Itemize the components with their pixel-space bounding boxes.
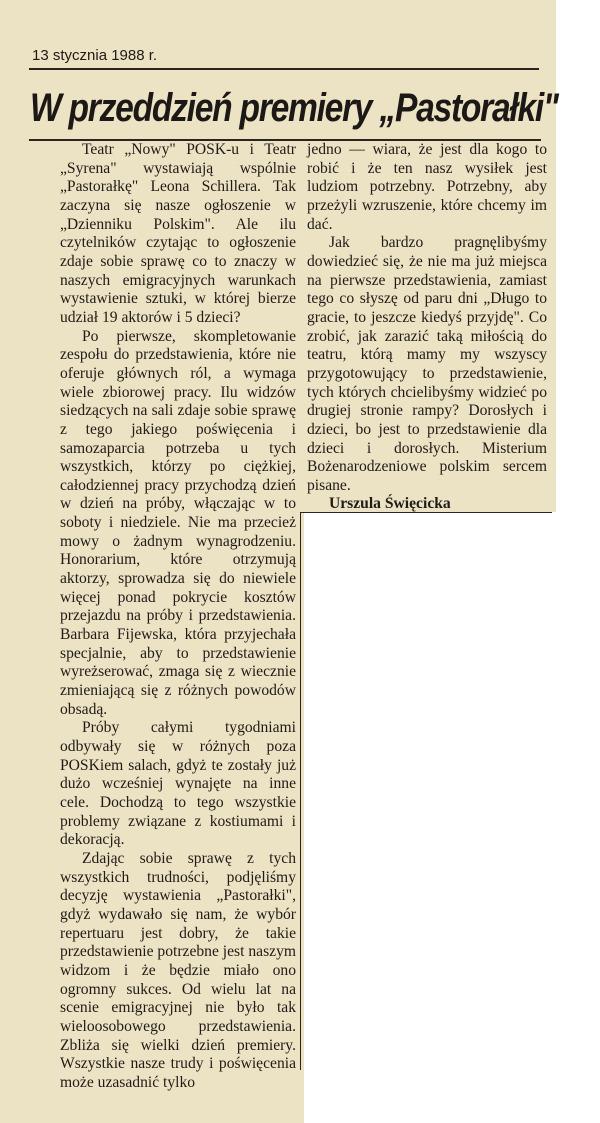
top-rule bbox=[29, 68, 539, 70]
paragraph: Teatr „Nowy" POSK-u i Teatr „Syrena" wystawiają wspólnie „Pastorałkę" Leona Schillera. Tak zaczyna się nasze ogłoszenie w „Dzienniku Polskim". Ale ilu czytelników czytając to ogłoszenie zdaje sobie sprawę co to znaczy w naszych emigracyjnych warunkach wystawienie sztuki, w której bierze udział 19 aktorów i 5 dzieci? bbox=[60, 141, 296, 326]
column-end-rule bbox=[300, 512, 552, 513]
article-column-right bbox=[307, 141, 547, 514]
article-headline: W przeddzień premiery „Pastorałki" bbox=[30, 86, 558, 130]
paragraph: Jak bardzo pragnęlibyśmy dowiedzieć się, że nie ma już miejsca na pierwsze przedstawienia, zamiast tego co słyszę od paru dni „Długo to gracie, to jeszcze kiedyś przyjdę". Co zrobić, jak zarazić taką miłością do teatru, którą mamy my wszyscy przygotowujący to przedstawienie, tych których chcielibyśmy widzieć po drugiej stronie rampy? Dorosłych i dzieci, bo jest to przedstawienie dla dzieci i dorosłych. Misterium Bożenarodzeniowe polskim sercem pisane. bbox=[307, 234, 547, 494]
paragraph: Po pierwsze, skompletowanie zespołu do przedstawienia, które nie oferuje głównych ról, a wymaga wiele zbiorowej pracy. Ilu widzów siedzących na sali zdaje sobie sprawę z tego jakiego poświęcenia i samozaparcia potrzeba u tych wszystkich, którzy po ciężkiej, całodziennej pracy przychodzą dzień w dzień na próby, włączając w to soboty i niedziele. Nie ma przecież mowy o żadnym wynagrodzeniu. Honorarium, które otrzymują aktorzy, sprowadza się do niewiele więcej ponad pokrycie kosztów przejazdu na próby i przedstawienia. Barbara Fijewska, która przyjechała specjalnie, aby to przedstawienie wyreżserować, zmaga się z wiecznie zmieniającą się z różnych powodów obsadą. bbox=[60, 327, 296, 718]
article-column-left bbox=[60, 141, 296, 1092]
author-signature: Urszula Święcicka bbox=[329, 495, 451, 513]
page-background bbox=[304, 512, 556, 1123]
publication-date: 13 stycznia 1988 r. bbox=[32, 47, 158, 64]
paragraph: jedno — wiara, że jest dla kogo to robić i że ten nasz wysiłek jest ludziom potrzebny. Potrzebny, aby przeżyli wzruszenie, które chcemy im dać. bbox=[307, 141, 547, 233]
paragraph: Zdając sobie sprawę z tych wszystkich trudności, podjęliśmy decyzję wystawienia „Pastorałki", gdyż wydawało się nam, że wybór repertuaru jest dobry, że takie przedstawienie potrzebne jest naszym widzom i że będzie miało ono ogromny sukces. Od wielu lat na scenie emigracyjnej nie było tak wieloosobowego przedstawienia. Zbliża się wielki dzień premiery. Wszystkie nasze trudy i poświęcenia może uzasadnić tylko bbox=[60, 849, 296, 1091]
column-divider bbox=[300, 512, 301, 1070]
paragraph: Próby całymi tygodniami odbywały się w różnych poza POSKiem salach, gdyż te zostały już dużo wcześniej wynajęte na inne cele. Dochodzą to tego wszystkie problemy związane z kostiumami i dekoracją. bbox=[60, 719, 296, 849]
